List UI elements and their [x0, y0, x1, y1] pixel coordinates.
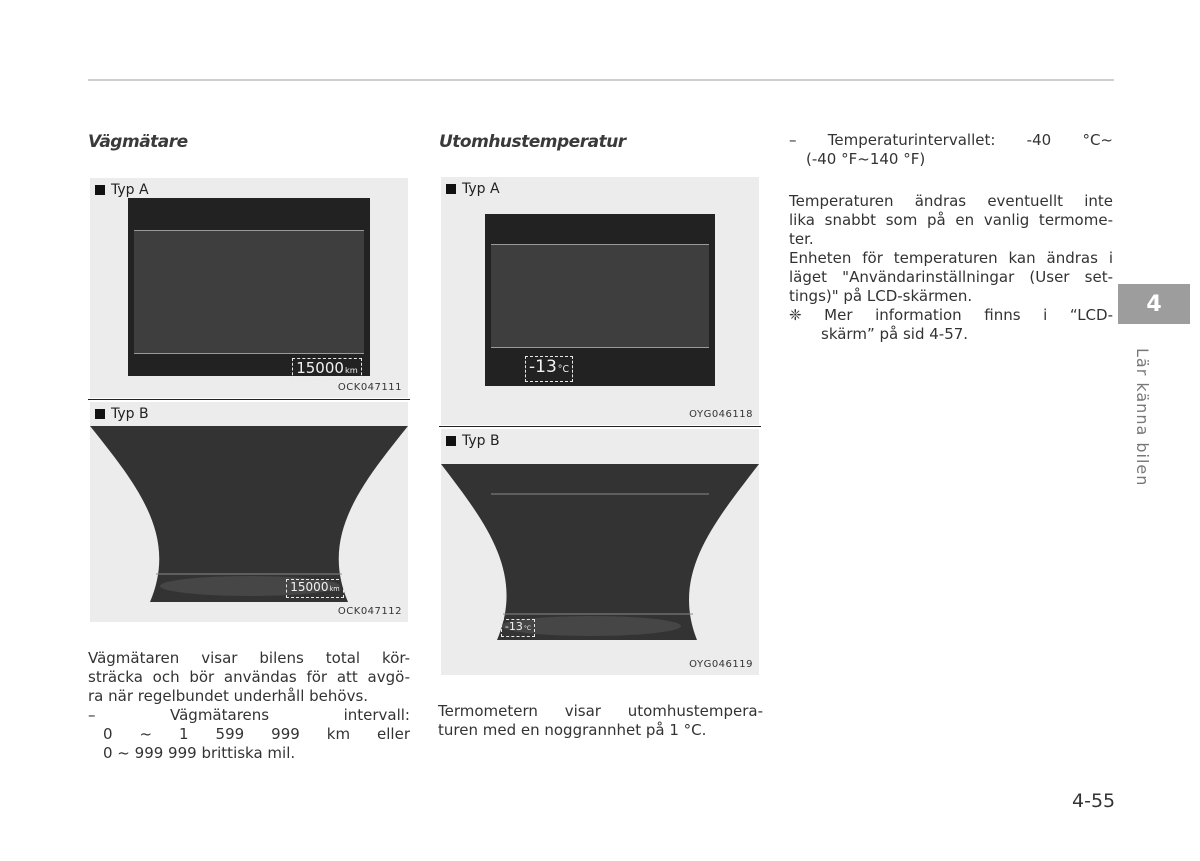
figure-odometer-type-a: [90, 178, 408, 398]
figure-label: Typ A: [446, 181, 500, 197]
odometer-readout: 15000 km: [292, 358, 362, 380]
figure-code: OCK047112: [337, 606, 402, 617]
figure-code: OYG046119: [689, 659, 753, 670]
figure-code: OYG046118: [689, 409, 753, 420]
curved-display-shape: [90, 426, 408, 602]
section-heading-odometer: Vägmätare: [88, 132, 188, 152]
figure-temperature-type-a: [441, 177, 759, 425]
section-heading-outdoor-temperature: Utomhustemperatur: [439, 132, 626, 152]
figure-label: Typ B: [95, 406, 149, 422]
chapter-title: Lär känna bilen: [1133, 348, 1152, 487]
curved-display-shape: [441, 464, 759, 640]
chapter-number-tab: 4: [1118, 284, 1190, 324]
figure-odometer-type-b: [90, 402, 408, 622]
temperature-description: Termometern visar utomhustempera- turen med en noggrannhet på 1 °C.: [438, 702, 763, 739]
figure-temperature-type-b: [441, 429, 759, 675]
temperature-range: – Temperaturintervallet: -40 °C~ (-40 °F~140 °F): [789, 131, 1113, 168]
top-rule: [88, 79, 1114, 81]
temperature-readout: -13 °C: [501, 619, 535, 637]
lcd-screen: [128, 198, 370, 376]
figure-label: Typ A: [95, 182, 149, 198]
odometer-readout: 15000 km: [286, 579, 344, 598]
square-bullet-icon: [95, 409, 105, 419]
square-bullet-icon: [446, 436, 456, 446]
temperature-readout: -13 °C: [525, 356, 573, 382]
square-bullet-icon: [446, 184, 456, 194]
odometer-description: Vägmätaren visar bilens total kör- sträcka och bör användas för att avgö- ra när regelbundet underhåll behövs. – Vägmätarens intervall: 0 ~ 1 599 999 km eller 0 ~ 999 999 brittiska mil.: [88, 649, 410, 762]
lcd-screen: [485, 214, 715, 386]
page-number: 4-55: [1072, 790, 1116, 812]
temperature-notes: Temperaturen ändras eventuellt inte lika snabbt som på en vanlig termome- ter. Enheten för temperaturen kan ändras i läget "Användarinställningar (User set- tings)" på LCD-skärmen. ❈ Mer information finns i “LCD- skärm” på sid 4-57.: [789, 192, 1113, 343]
figure-code: OCK047111: [337, 382, 402, 393]
figure-divider: [439, 426, 761, 427]
figure-divider: [88, 399, 410, 400]
figure-label: Typ B: [446, 433, 500, 449]
square-bullet-icon: [95, 185, 105, 195]
